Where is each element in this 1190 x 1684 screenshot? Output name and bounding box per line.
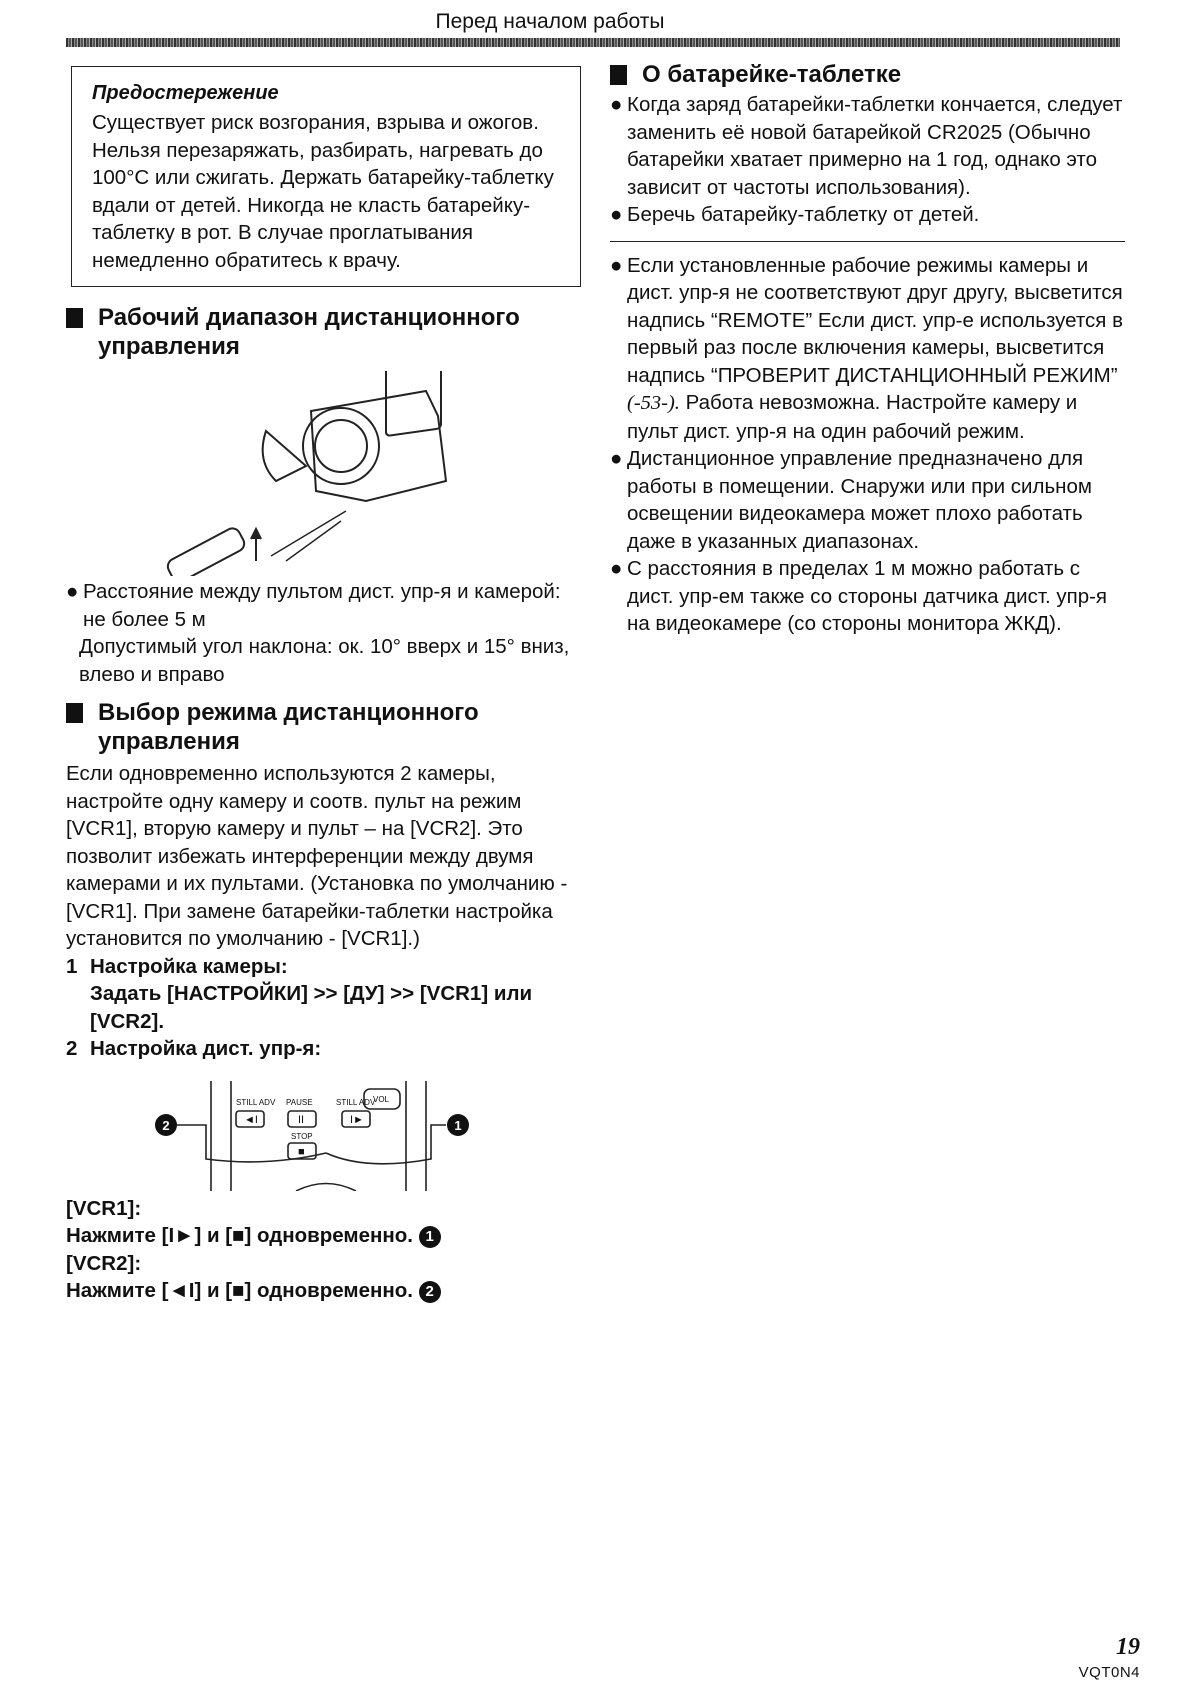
step-1-action: Задать [НАСТРОЙКИ] >> [ДУ] >> [VCR1] или [VCR2]. <box>90 982 533 1033</box>
vcr2-marker-icon: 2 <box>419 1281 441 1303</box>
right-column <box>610 60 1125 638</box>
page-number: 19 <box>1116 1634 1140 1660</box>
battery-bullet-1-text: Когда заряд батарейки-таблетки кончается, следует заменить её новой батарейкой CR2025 (Обычно батарейки хватает примерно на 1 год, однако это зависит от частоты использования). <box>627 93 1123 199</box>
pause-label: PAUSE <box>286 1097 313 1107</box>
step-number: 1 <box>66 954 78 978</box>
heading-square-icon <box>610 65 627 85</box>
bullet-dot-icon: ● <box>610 557 623 580</box>
page-header-title: Перед началом работы <box>435 10 665 33</box>
battery-bullet-1 <box>610 91 1125 201</box>
remote-control <box>165 526 247 576</box>
step-1-title: Настройка камеры: <box>90 954 288 978</box>
marker-1-label: 1 <box>454 1117 462 1133</box>
header-bar <box>66 38 1120 47</box>
vcr1-label: [VCR1]: <box>66 1196 142 1220</box>
heading-square-icon <box>66 703 83 723</box>
battery-heading-text: О батарейке-таблетке <box>642 61 902 88</box>
camera-lens-inner <box>315 420 367 472</box>
remote-beam-lower <box>286 521 341 561</box>
battery-heading <box>610 60 1125 89</box>
range-bullet <box>66 578 571 633</box>
bullet-dot-icon: ● <box>66 580 79 603</box>
warning-text: Существует риск возгорания, взрыва и ожогов. Нельзя перезаряжать, разбирать, нагревать до 100°С или сжигать. Держать батарейку-таблетку вдали от детей. Никогда не класть батарейку-таблетку в рот. В случае проглатывания немедленно обратитесь к врачу. <box>92 111 554 272</box>
bullet-dot-icon: ● <box>610 447 623 470</box>
mode-text: Если одновременно используются 2 камеры, настройте одну камеру и соотв. пульт на режим [VCR1], вторую камеру и пульт – на [VCR2]. Это позволит избежать интерференции между двумя камерами и их пультами. (Установка по умолчанию - [VCR1]. При замене батарейки-таблетки настройка установится по умолчанию - [VCR1].) <box>66 762 568 950</box>
svg-text:◄I: ◄I <box>244 1113 258 1126</box>
step-number: 2 <box>66 1037 78 1060</box>
still-adv-left-label: STILL ADV <box>236 1097 276 1107</box>
note-bullet-2 <box>610 445 1125 555</box>
svg-text:I►: I► <box>350 1113 364 1126</box>
still-adv-right-label: STILL ADV <box>336 1097 376 1107</box>
note-bullet-1-text: Если установленные рабочие режимы камеры и дист. упр-я не соответствуют друг другу, высветится надпись “REMOTE” Если дист. упр-е используется в первый раз после включения камеры, высветится надпись “ПРОВЕРИТ ДИСТАНЦИОННЫЙ РЕЖИМ” <box>627 253 1123 387</box>
step-1 <box>66 953 571 1036</box>
note-bullet-1 <box>610 252 1125 446</box>
vcr2-action-line <box>66 1277 571 1305</box>
note-bullet-3-text: С расстояния в пределах 1 м можно работать с дист. упр-ем также со стороны датчика дист. упр-я на видеокамере (со стороны монитора ЖКД). <box>627 557 1108 635</box>
left-column <box>66 66 571 1305</box>
battery-bullet-2 <box>610 201 1125 229</box>
document-code: VQT0N4 <box>1078 1664 1140 1681</box>
marker-2-label: 2 <box>162 1117 170 1133</box>
stop-label: STOP <box>291 1131 313 1141</box>
step-2-title: Настройка дист. упр-я: <box>90 1037 322 1060</box>
range-bullet-continued: Допустимый угол наклона: ок. 10° вверх и 15° вниз, влево и вправо <box>79 635 570 686</box>
range-heading <box>66 303 571 361</box>
vcr1-marker-icon: 1 <box>419 1226 441 1248</box>
bullet-dot-icon: ● <box>610 93 623 116</box>
svg-text:■: ■ <box>298 1145 305 1158</box>
vcr1-action-line <box>66 1222 571 1250</box>
step-2 <box>66 1035 571 1063</box>
note-bullet-1-text-cont: Работа невозможна. Настройте камеру и пульт дист. упр-я на один рабочий режим. <box>627 391 1078 443</box>
warning-box <box>71 66 581 287</box>
battery-bullet-2-text: Беречь батарейку-таблетку от детей. <box>627 203 980 226</box>
note-bullet-3 <box>610 555 1125 638</box>
note-bullet-2-text: Дистанционное управление предназначено для работы в помещении. Снаружи или при сильном освещении видеокамера может плохо работать даже в указанных диапазонах. <box>627 447 1092 553</box>
angle-arrow-up-head <box>251 529 261 539</box>
range-bullet-text: Расстояние между пультом дист. упр-я и камерой: не более 5 м <box>83 580 561 631</box>
mode-heading-text: Выбор режима дистанционного управления <box>98 699 479 755</box>
bullet-dot-icon: ● <box>610 203 623 226</box>
warning-title: Предостережение <box>92 82 279 104</box>
heading-square-icon <box>66 308 83 328</box>
remote-beam-upper <box>271 511 346 556</box>
svg-text:II: II <box>298 1113 305 1126</box>
range-heading-text: Рабочий диапазон дистанционного управления <box>98 304 520 360</box>
camera-grip <box>263 431 306 481</box>
remote-buttons-illustration <box>66 1081 571 1191</box>
vcr1-action: Нажмите [I►] и [■] одновременно. <box>66 1224 413 1247</box>
vol-label: VOL <box>373 1094 390 1104</box>
vcr2-label: [VCR2]: <box>66 1251 142 1275</box>
page-reference: (-53-). <box>627 392 680 414</box>
vcr2-action: Нажмите [◄I] и [■] одновременно. <box>66 1279 413 1302</box>
bullet-dot-icon: ● <box>610 253 623 277</box>
section-divider <box>610 241 1125 242</box>
camera-remote-illustration <box>66 371 571 576</box>
mode-heading <box>66 698 571 756</box>
